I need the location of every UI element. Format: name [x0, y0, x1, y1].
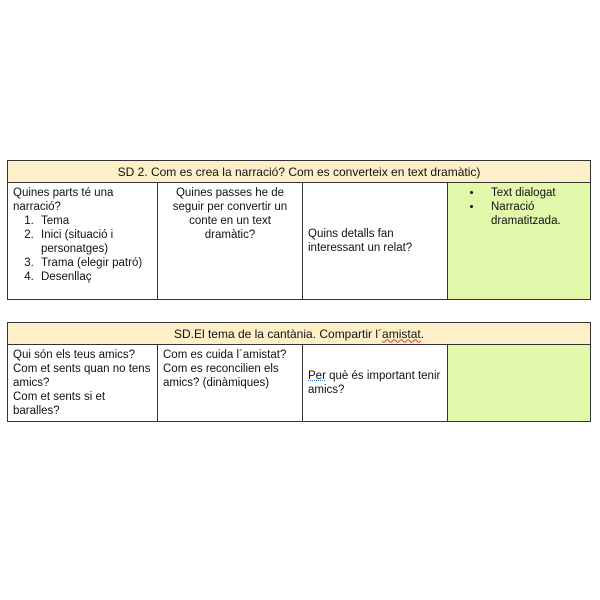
table-sd2 — [7, 160, 591, 300]
sd2-steps-text: Quines passes he de seguir per convertir un conte en un text dramàtic? — [172, 187, 288, 241]
sd2-parts-list — [13, 214, 152, 284]
list-item: 1. Tema — [37, 214, 152, 228]
table-sd2-header: SD 2. Com es crea la narració? Com es converteix en text dramàtic) — [8, 161, 591, 183]
cantania-question — [308, 369, 442, 397]
question-rest: què és important tenir amics? — [308, 370, 441, 396]
cantania-friends-cell — [8, 345, 158, 422]
cantania-question: Com es cuida l´amistat? — [163, 349, 287, 361]
sd2-steps-cell — [158, 183, 303, 300]
cantania-question: Com et sents si et baralles? — [13, 391, 106, 417]
list-item: 3. Trama (elegir patró) — [37, 256, 152, 270]
cantania-question: Qui són els teus amics? — [13, 349, 136, 361]
cantania-why-cell — [303, 345, 448, 422]
header-suffix: . — [420, 326, 425, 341]
cantania-outcome-cell — [448, 345, 591, 422]
list-item: • Text dialogat — [483, 186, 585, 200]
sd2-outcome-list — [453, 186, 585, 228]
list-item: 2. Inici (situació i personatges) — [37, 228, 152, 256]
cantania-question: Com es reconcilien els amics? (dinàmiques) — [163, 363, 279, 389]
list-item: • Narració dramatitzada. — [483, 200, 585, 228]
sd2-parts-question: Quines parts té una narració? — [13, 187, 114, 213]
sd2-details-text: Quins detalls fan interessant un relat? — [308, 228, 413, 254]
header-text: SD.El tema de la cantània. Compartir l´ — [173, 326, 383, 341]
sd2-parts-cell — [8, 183, 158, 300]
sd2-outcome-cell — [448, 183, 591, 300]
cantania-care-cell — [158, 345, 303, 422]
header-underlined-word: amistat — [382, 326, 421, 341]
table-cantania-header — [8, 323, 591, 345]
underlined-word: Per — [308, 370, 326, 382]
list-item: 4. Desenllaç — [37, 270, 152, 284]
sd2-details-cell — [303, 183, 448, 300]
table-cantania — [7, 322, 591, 422]
cantania-question: Com et sents quan no tens amics? — [13, 363, 151, 389]
